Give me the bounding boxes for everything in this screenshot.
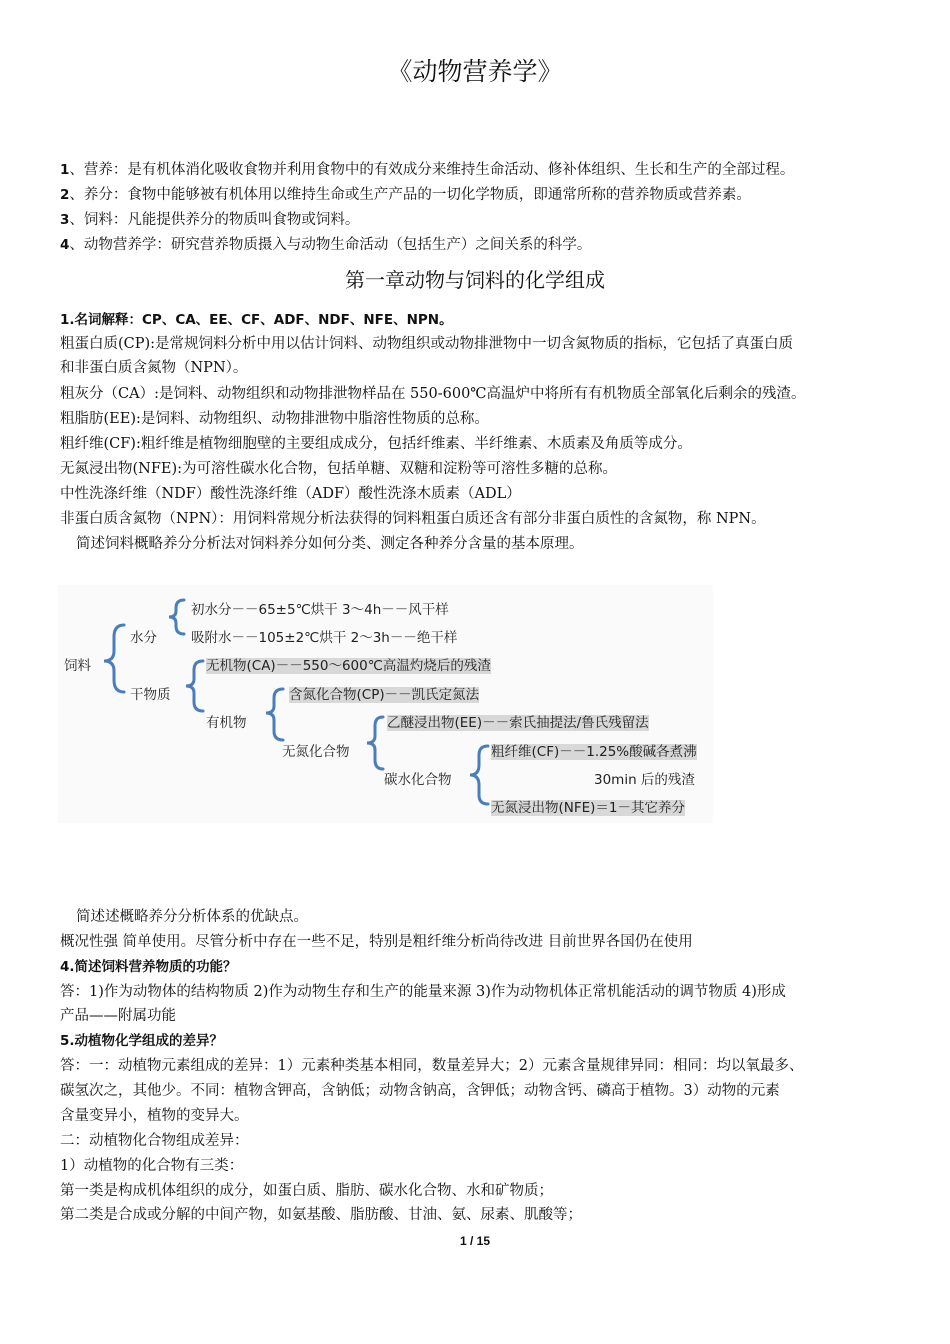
question-5: 5.动植物化学组成的差异？ <box>60 1033 224 1049</box>
term-ca: 粗灰分（CA）:是饲料、动物组织和动物排泄物样品在 550-600℃高温炉中将所有有机物质全部氧化后剩余的残渣。 <box>60 386 806 402</box>
node-feed: 饲料 <box>64 658 91 674</box>
chapter-title: 第一章动物与饲料的化学组成 <box>345 268 605 292</box>
node-non-nitrogenous: 无氮化合物 <box>282 744 350 760</box>
node-inorganic: 无机物(CA)－－550～600℃高温灼烧后的残渣 <box>206 658 491 674</box>
brace-water <box>169 600 184 634</box>
intro-item-3: 3、饲料：凡能提供养分的物质叫食物或饲料。 <box>60 212 360 228</box>
term-cf: 粗纤维(CF):粗纤维是植物细胞壁的主要组成成分，包括纤维素、半纤维素、木质素及角质等成分。 <box>60 436 692 452</box>
answer-4-cont: 产品——附属功能 <box>60 1008 176 1024</box>
term-cp-cont: 和非蛋白质含氮物（NPN）。 <box>60 360 248 376</box>
class-2: 第二类是合成或分解的中间产物，如氨基酸、脂肪酸、甘油、氨、尿素、肌酸等； <box>60 1207 582 1223</box>
intro-item-4: 4、动物营养学：研究营养物质摄入与动物生命活动（包括生产）之间关系的科学。 <box>60 237 592 253</box>
question-3: 简述述概略养分分析体系的优缺点。 <box>76 909 308 925</box>
term-ndf: 中性洗涤纤维（NDF）酸性洗涤纤维（ADF）酸性洗涤木质素（ADL） <box>60 486 521 502</box>
term-ee: 粗脂肪(EE):是饲料、动物组织、动物排泄物中脂溶性物质的总称。 <box>60 411 489 427</box>
node-initial-water: 初水分－－65±5℃烘干 3～4h－－风干样 <box>191 602 449 618</box>
page-number: 1 / 15 <box>459 1234 491 1248</box>
section-two: 二：动植物化合物组成差异： <box>60 1133 249 1149</box>
answer-4: 答：1)作为动物体的结构物质 2)作为动物生存和生产的能量来源 3)作为动物机体正常机能活动的调节物质 4)形成 <box>60 984 786 1000</box>
node-crude-fiber-cont: 30min 后的残渣 <box>594 772 695 788</box>
brace-carbohydrate <box>470 746 488 804</box>
term-cp: 粗蛋白质(CP):是常规饲料分析中用以估计饲料、动物组织或动物排泄物中一切含氮物质的指标，它包括了真蛋白质 <box>60 336 794 352</box>
node-nfe: 无氮浸出物(NFE)＝1－其它养分 <box>491 800 686 816</box>
answer-5-line-1: 答：一：动植物元素组成的差异：1）元素种类基本相同，数量差异大；2）元素含量规律异同：相同：均以氧最多、 <box>60 1058 804 1074</box>
question-4: 4.简述饲料营养物质的功能？ <box>60 959 237 975</box>
intro-item-1: 1、营养：是有机体消化吸收食物并利用食物中的有效成分来维持生命活动、修补体组织、生长和生产的全部过程。 <box>60 162 795 178</box>
answer-3: 概况性强 简单使用。尽管分析中存在一些不足，特别是粗纤维分析尚待改进 目前世界各国仍在使用 <box>60 934 693 950</box>
node-crude-fiber: 粗纤维(CF)－－1.25%酸碱各煮沸 <box>491 744 697 760</box>
brace-root <box>104 625 124 692</box>
node-nitrogenous: 含氮化合物(CP)－－凯氏定氮法 <box>289 687 480 703</box>
feed-analysis-diagram <box>58 585 713 823</box>
document-title: 《动物营养学》 <box>387 57 563 86</box>
brace-organic <box>266 689 283 740</box>
node-ether-extract: 乙醚浸出物(EE)－－索氏抽提法/鲁氏残留法 <box>387 715 649 731</box>
node-organic: 有机物 <box>206 715 247 731</box>
answer-5-line-3: 含量变异小，植物的变异大。 <box>60 1108 249 1124</box>
node-dry-matter: 干物质 <box>130 687 171 703</box>
node-carbohydrate: 碳水化合物 <box>384 772 452 788</box>
brace-dry <box>186 661 203 711</box>
answer-5-line-2: 碳氢次之，其他少。不同：植物含钾高，含钠低；动物含钠高，含钾低；动物含钙、磷高于植物。3）动物的元素 <box>60 1083 780 1099</box>
intro-item-2: 2、养分：食物中能够被有机体用以维持生命或生产产品的一切化学物质，即通常所称的营养物质或营养素。 <box>60 187 751 203</box>
node-water: 水分 <box>130 630 157 646</box>
term-npn: 非蛋白质含氮物（NPN）：用饲料常规分析法获得的饲料粗蛋白质还含有部分非蛋白质性的含氮物，称 NPN。 <box>60 511 766 527</box>
terms-heading: 1.名词解释：CP、CA、EE、CF、ADF、NDF、NFE、NPN。 <box>60 312 453 328</box>
node-adsorbed-water: 吸附水－－105±2℃烘干 2～3h－－绝干样 <box>191 630 458 646</box>
term-nfe: 无氮浸出物(NFE):为可溶性碳水化合物，包括单糖、双糖和淀粉等可溶性多糖的总称。 <box>60 461 618 477</box>
class-1: 第一类是构成机体组织的成分，如蛋白质、脂肪、碳水化合物、水和矿物质； <box>60 1183 553 1199</box>
brace-nonnitrogen <box>367 717 383 769</box>
section-two-item-1: 1）动植物的化合物有三类： <box>60 1158 244 1174</box>
question-2: 简述饲料概略养分分析法对饲料养分如何分类、测定各种养分含量的基本原理。 <box>76 536 584 552</box>
